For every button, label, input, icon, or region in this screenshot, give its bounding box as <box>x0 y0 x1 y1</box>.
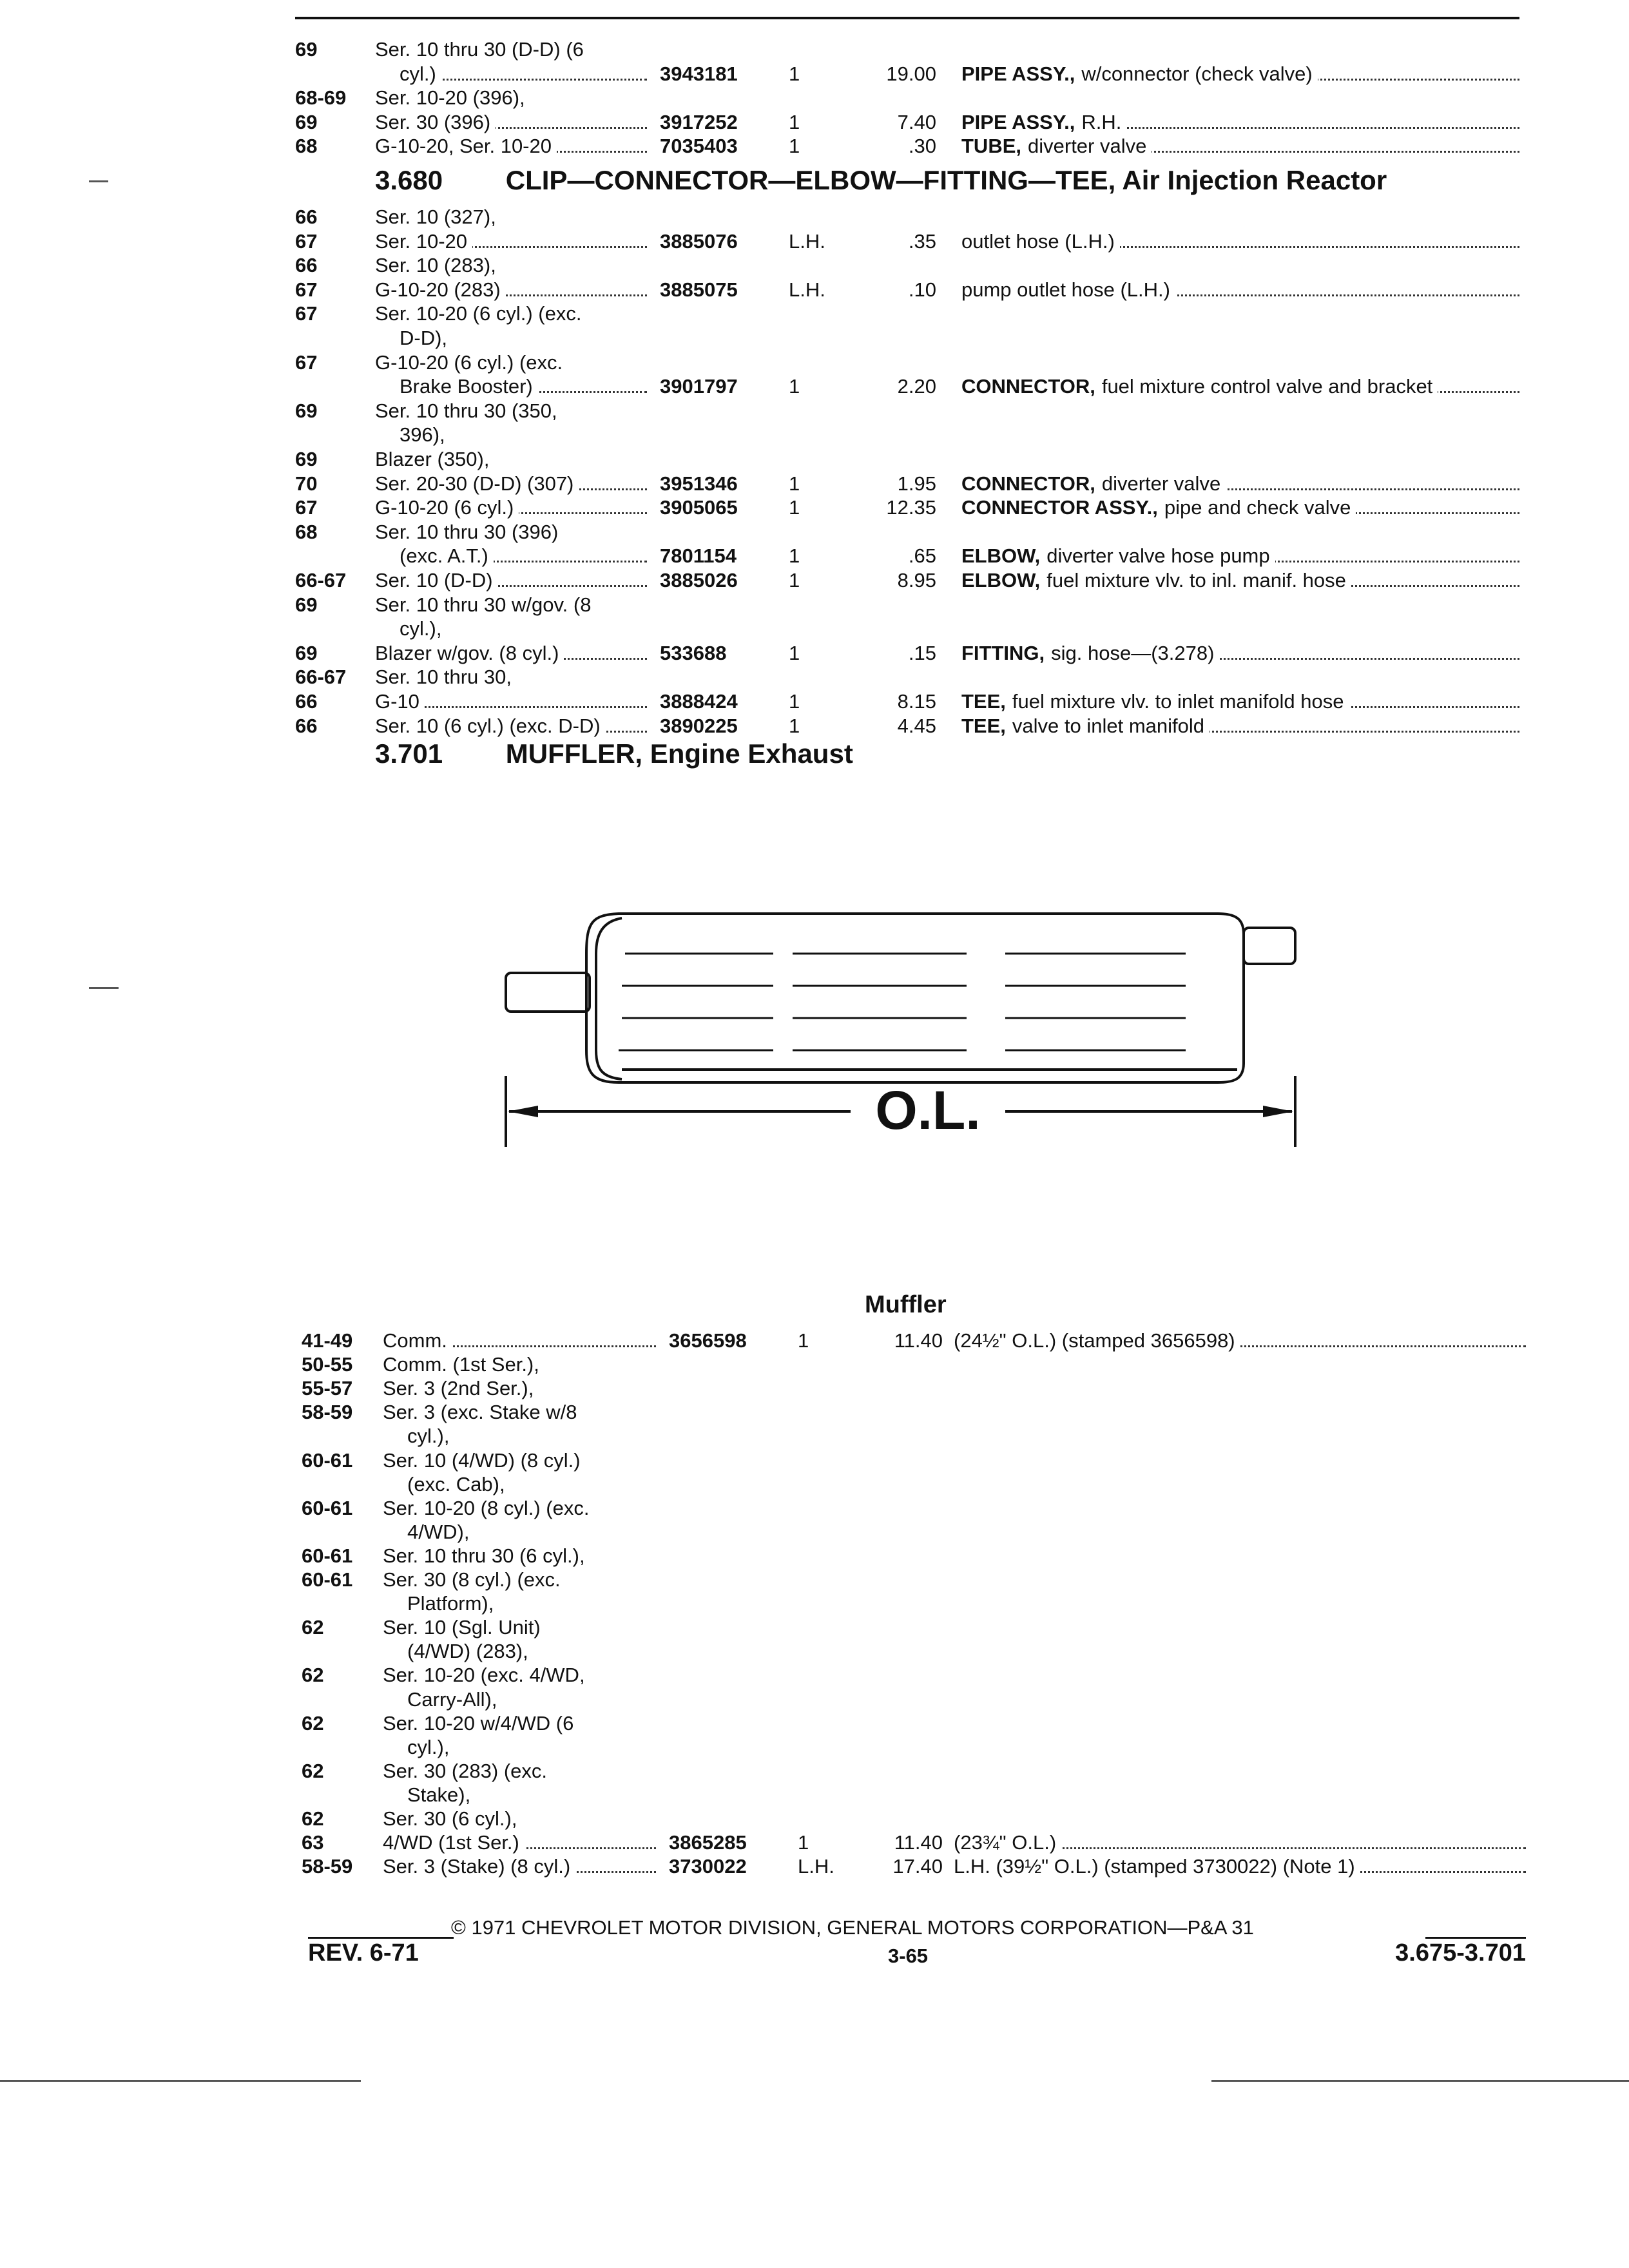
part-name-bold: PIPE ASSY., <box>961 110 1075 133</box>
application-description: Comm. (1st Ser.), <box>383 1353 539 1376</box>
section-heading-3-701 <box>375 738 853 769</box>
quantity: 1 <box>789 110 800 133</box>
model-year: 67 <box>295 278 318 301</box>
parts-row <box>302 1854 1526 1879</box>
parts-row <box>295 593 1519 617</box>
application-description: Ser. 30 (6 cyl.), <box>383 1807 517 1830</box>
part-name <box>954 1329 1240 1353</box>
parts-row <box>295 351 1519 375</box>
part-name-text: w/connector (check valve) <box>1081 62 1313 85</box>
application-description: Ser. 10 thru 30 (6 cyl.), <box>383 1544 585 1567</box>
parts-row <box>295 62 1519 86</box>
list-price: .15 <box>908 641 936 664</box>
part-name <box>961 544 1275 568</box>
list-price: .30 <box>908 135 936 158</box>
parts-row <box>295 229 1519 254</box>
parts-row <box>302 1783 1526 1807</box>
parts-row <box>302 1472 1526 1497</box>
parts-row <box>302 1376 1526 1401</box>
application-description: Carry-All), <box>407 1687 497 1711</box>
muffler-body <box>586 914 1244 1082</box>
application-description: Ser. 10-20 (exc. 4/WD, <box>383 1664 585 1687</box>
part-name <box>961 568 1351 593</box>
quantity: 1 <box>789 496 800 519</box>
application-description: Ser. 30 (8 cyl.) (exc. <box>383 1568 561 1591</box>
part-name-bold: TEE, <box>961 690 1006 713</box>
parts-row <box>295 423 1519 447</box>
parts-row <box>295 544 1519 568</box>
model-year: 66 <box>295 206 318 228</box>
muffler-inlet-pipe <box>506 973 590 1012</box>
application-description: Blazer w/gov. (8 cyl.) <box>375 641 564 666</box>
application-description: Ser. 10 (4/WD) (8 cyl.) <box>383 1448 581 1472</box>
part-name-text: diverter valve hose pump <box>1046 544 1270 568</box>
model-year: 68 <box>295 520 318 543</box>
model-year: 68-69 <box>295 86 347 110</box>
model-year: 69 <box>295 110 318 133</box>
application-description: G-10-20 (283) <box>375 278 506 302</box>
parts-row <box>295 134 1519 159</box>
part-number: 3901797 <box>660 375 738 398</box>
application-description: Ser. 10 thru 30 (D-D) (6 <box>375 38 584 61</box>
model-year: 62 <box>302 1664 324 1687</box>
muffler-end-cap <box>596 918 622 1079</box>
application-description: Ser. 10 thru 30 (350, <box>375 399 557 422</box>
part-name-text: (23¾" O.L.) <box>954 1831 1057 1854</box>
application-description: cyl.) <box>400 62 441 86</box>
page-number: 3-65 <box>888 1945 929 1967</box>
parts-row <box>302 1424 1526 1448</box>
application-description: Ser. 30 (396) <box>375 110 496 135</box>
application-description: Ser. 10 thru 30 w/gov. (8 <box>375 593 592 616</box>
quantity: 1 <box>798 1329 809 1352</box>
application-description: D-D), <box>400 327 448 349</box>
model-year: 69 <box>295 641 318 664</box>
model-year: 62 <box>302 1759 324 1782</box>
parts-row <box>302 1448 1526 1473</box>
application-description: cyl.), <box>400 617 442 640</box>
application-description: Ser. 10 (283), <box>375 254 496 277</box>
part-name-text: L.H. (39½" O.L.) (stamped 3730022) (Note 1) <box>954 1855 1355 1878</box>
bottom-edge-rule-right <box>1211 2080 1629 2082</box>
part-name-bold: CONNECTOR, <box>961 472 1095 495</box>
part-name-text: pipe and check valve <box>1164 496 1351 519</box>
application-description: Ser. 10 thru 30, <box>375 666 512 689</box>
margin-punch-mark <box>89 180 108 182</box>
parts-row <box>302 1352 1526 1377</box>
model-year: 66-67 <box>295 569 347 591</box>
parts-row <box>295 326 1519 351</box>
application-description: Blazer (350), <box>375 448 490 470</box>
part-name-text: diverter valve <box>1028 135 1147 158</box>
parts-row <box>295 205 1519 229</box>
part-name-bold: ELBOW, <box>961 569 1041 591</box>
part-name-bold: ELBOW, <box>961 544 1041 568</box>
quantity: 1 <box>789 472 800 495</box>
list-price: 2.20 <box>897 375 936 398</box>
model-year: 63 <box>302 1831 324 1854</box>
parts-row <box>302 1759 1526 1783</box>
section-number: 3.701 <box>375 738 443 769</box>
parts-row <box>302 1831 1526 1855</box>
model-year: 60-61 <box>302 1496 353 1519</box>
parts-row <box>302 1711 1526 1736</box>
section-heading-3-680 <box>375 165 1387 196</box>
top-rule <box>295 17 1519 19</box>
application-description: (exc. Cab), <box>407 1472 505 1495</box>
model-year: 67 <box>295 351 318 374</box>
part-name-bold: FITTING, <box>961 641 1045 664</box>
application-description: Ser. 10 (6 cyl.) (exc. D-D) <box>375 714 606 738</box>
part-name-bold: TUBE, <box>961 135 1021 158</box>
application-description: Ser. 10 (Sgl. Unit) <box>383 1616 541 1639</box>
model-year: 60-61 <box>302 1448 353 1472</box>
model-year: 62 <box>302 1616 324 1639</box>
application-description: Comm. <box>383 1329 452 1353</box>
application-description: G-10-20 (6 cyl.) (exc. <box>375 351 563 374</box>
copyright-notice: © 1971 CHEVROLET MOTOR DIVISION, GENERAL MOTORS CORPORATION—P&A 31 <box>451 1916 1254 1939</box>
parts-row <box>302 1591 1526 1616</box>
quantity: 1 <box>789 375 800 398</box>
quantity: 1 <box>789 690 800 713</box>
part-name-text: (24½" O.L.) (stamped 3656598) <box>954 1329 1235 1352</box>
muffler-outlet-pipe <box>1244 928 1295 964</box>
application-description: Ser. 10-20 <box>375 229 472 254</box>
part-name-text: outlet hose (L.H.) <box>961 229 1115 253</box>
part-number: 3865285 <box>669 1831 747 1854</box>
parts-row <box>302 1615 1526 1640</box>
parts-row <box>295 617 1519 641</box>
model-year: 50-55 <box>302 1353 353 1376</box>
part-name-text: fuel mixture control valve and bracket <box>1101 375 1433 398</box>
part-number: 7801154 <box>660 544 737 568</box>
application-description: Ser. 3 (2nd Ser.), <box>383 1377 534 1400</box>
part-number: 3730022 <box>669 1855 747 1878</box>
model-year: 58-59 <box>302 1401 353 1424</box>
model-year: 69 <box>295 593 318 616</box>
parts-row <box>302 1400 1526 1425</box>
application-description: G-10-20, Ser. 10-20 <box>375 134 557 159</box>
part-number: 3888424 <box>660 690 738 713</box>
model-year: 70 <box>295 472 318 495</box>
part-name <box>961 62 1318 86</box>
parts-row <box>295 86 1519 110</box>
model-year: 66 <box>295 690 318 713</box>
margin-punch-mark <box>89 987 119 989</box>
application-description: Ser. 10-20 (8 cyl.) (exc. <box>383 1496 590 1519</box>
model-year: 60-61 <box>302 1568 353 1591</box>
parts-row <box>295 568 1519 593</box>
part-name-text: sig. hose—(3.278) <box>1051 641 1215 664</box>
part-name <box>961 374 1438 399</box>
part-name-bold: TEE, <box>961 714 1006 737</box>
parts-row <box>302 1807 1526 1831</box>
model-year: 69 <box>295 38 318 61</box>
part-name <box>961 689 1349 714</box>
parts-row <box>295 447 1519 472</box>
application-description: Ser. 10 (327), <box>375 206 496 228</box>
quantity: 1 <box>789 62 800 85</box>
parts-row <box>295 37 1519 62</box>
model-year: 68 <box>295 135 318 158</box>
model-year: 69 <box>295 448 318 470</box>
list-price: 17.40 <box>892 1855 943 1878</box>
application-description: (exc. A.T.) <box>400 544 494 568</box>
application-description: Ser. 20-30 (D-D) (307) <box>375 472 579 496</box>
parts-row <box>295 520 1519 544</box>
model-year: 62 <box>302 1711 324 1735</box>
quantity: L.H. <box>798 1855 834 1878</box>
list-price: 8.95 <box>897 569 936 591</box>
parts-row <box>302 1687 1526 1712</box>
quantity: 1 <box>798 1831 809 1854</box>
parts-row <box>295 495 1519 520</box>
section-range: 3.675-3.701 <box>1395 1939 1526 1966</box>
overall-length-label: O.L. <box>875 1080 981 1140</box>
part-name <box>954 1854 1360 1879</box>
part-name <box>961 229 1120 254</box>
part-number: 3905065 <box>660 496 738 519</box>
parts-row <box>302 1544 1526 1568</box>
part-name-text: valve to inlet manifold <box>1012 714 1205 737</box>
list-price: 7.40 <box>897 110 936 133</box>
model-year: 66 <box>295 254 318 277</box>
application-description: cyl.), <box>407 1425 450 1448</box>
model-year: 69 <box>295 399 318 422</box>
model-year: 67 <box>295 496 318 519</box>
part-number: 3885075 <box>660 278 738 301</box>
part-name-text: R.H. <box>1081 110 1122 133</box>
part-name-bold: CONNECTOR, <box>961 375 1095 398</box>
model-year: 67 <box>295 302 318 325</box>
parts-row <box>295 278 1519 302</box>
parts-row <box>302 1663 1526 1687</box>
parts-row <box>302 1520 1526 1544</box>
parts-row <box>302 1329 1526 1353</box>
parts-row <box>295 472 1519 496</box>
application-description: (4/WD) (283), <box>407 1640 528 1663</box>
part-name <box>961 278 1175 302</box>
part-number: 3890225 <box>660 714 738 737</box>
application-description: 4/WD (1st Ser.) <box>383 1831 525 1855</box>
parts-row <box>295 641 1519 666</box>
model-year: 58-59 <box>302 1855 353 1878</box>
part-name-bold: PIPE ASSY., <box>961 62 1075 85</box>
quantity: 1 <box>789 135 800 158</box>
muffler-subheading: Muffler <box>865 1291 947 1318</box>
parts-row <box>295 689 1519 714</box>
part-name-text: fuel mixture vlv. to inlet manifold hose <box>1012 690 1344 713</box>
list-price: 8.15 <box>897 690 936 713</box>
application-description: Ser. 10 (D-D) <box>375 568 498 593</box>
quantity: 1 <box>789 714 800 737</box>
part-name-text: pump outlet hose (L.H.) <box>961 278 1170 301</box>
part-name-text: diverter valve <box>1101 472 1221 495</box>
application-description: Brake Booster) <box>400 374 538 399</box>
application-description: Ser. 10 thru 30 (396) <box>375 520 559 543</box>
parts-row <box>295 110 1519 135</box>
application-description: Ser. 3 (exc. Stake w/8 <box>383 1401 577 1424</box>
list-price: 4.45 <box>897 714 936 737</box>
bottom-edge-rule-left <box>0 2080 361 2082</box>
quantity: 1 <box>789 569 800 591</box>
model-year: 67 <box>295 229 318 253</box>
part-name-bold: CONNECTOR ASSY., <box>961 496 1158 519</box>
parts-row <box>295 374 1519 399</box>
application-description: Platform), <box>407 1592 494 1615</box>
list-price: 19.00 <box>886 62 936 85</box>
model-year: 66 <box>295 714 318 737</box>
parts-row <box>302 1568 1526 1592</box>
part-name <box>961 714 1210 738</box>
list-price: 12.35 <box>886 496 936 519</box>
part-name <box>961 472 1226 496</box>
parts-row <box>295 399 1519 423</box>
quantity: 1 <box>789 641 800 664</box>
application-description: Ser. 10-20 (396), <box>375 86 525 110</box>
section-title: MUFFLER, Engine Exhaust <box>505 738 853 769</box>
parts-row <box>302 1735 1526 1760</box>
application-description: Stake), <box>407 1783 471 1806</box>
part-name <box>961 110 1126 135</box>
section-title: CLIP—CONNECTOR—ELBOW—FITTING—TEE, Air Injection Reactor <box>505 165 1387 195</box>
part-number: 3917252 <box>660 110 738 133</box>
quantity: L.H. <box>789 278 825 301</box>
section-number: 3.680 <box>375 165 443 195</box>
parts-row <box>302 1639 1526 1664</box>
list-price: .65 <box>908 544 936 568</box>
part-name <box>961 641 1219 666</box>
application-description: Ser. 10-20 w/4/WD (6 <box>383 1711 574 1735</box>
revision-date: REV. 6-71 <box>308 1939 419 1966</box>
part-number: 7035403 <box>660 135 738 158</box>
footer-rule-right <box>1425 1937 1526 1939</box>
model-year: 66-67 <box>295 666 347 689</box>
part-number: 533688 <box>660 641 727 664</box>
part-number: 3943181 <box>660 62 738 85</box>
application-description: Ser. 10-20 (6 cyl.) (exc. <box>375 302 582 325</box>
application-description: G-10 <box>375 689 425 714</box>
list-price: .10 <box>908 278 936 301</box>
footer-rule-left <box>308 1937 454 1939</box>
part-number: 3885026 <box>660 569 738 591</box>
parts-row <box>295 714 1519 738</box>
part-number: 3951346 <box>660 472 738 495</box>
application-description: G-10-20 (6 cyl.) <box>375 495 519 520</box>
list-price: 1.95 <box>897 472 936 495</box>
parts-row <box>295 302 1519 326</box>
parts-row <box>295 665 1519 689</box>
part-name <box>961 134 1152 159</box>
application-description: cyl.), <box>407 1735 450 1758</box>
part-name <box>954 1831 1061 1855</box>
part-number: 3885076 <box>660 229 738 253</box>
application-description: Ser. 30 (283) (exc. <box>383 1759 548 1782</box>
muffler-diagram <box>490 889 1327 1160</box>
model-year: 62 <box>302 1807 324 1830</box>
part-name-text: fuel mixture vlv. to inl. manif. hose <box>1046 569 1346 591</box>
application-description: 4/WD), <box>407 1520 470 1543</box>
part-name <box>961 495 1356 520</box>
list-price: 11.40 <box>894 1831 943 1854</box>
model-year: 60-61 <box>302 1544 353 1567</box>
parts-row <box>302 1496 1526 1521</box>
quantity: 1 <box>789 544 800 568</box>
application-description: Ser. 3 (Stake) (8 cyl.) <box>383 1854 575 1879</box>
model-year: 41-49 <box>302 1329 353 1352</box>
parts-row <box>295 253 1519 278</box>
application-description: 396), <box>400 423 445 447</box>
model-year: 55-57 <box>302 1377 353 1400</box>
quantity: L.H. <box>789 229 825 253</box>
list-price: .35 <box>908 229 936 253</box>
list-price: 11.40 <box>894 1329 943 1352</box>
part-number: 3656598 <box>669 1329 747 1352</box>
